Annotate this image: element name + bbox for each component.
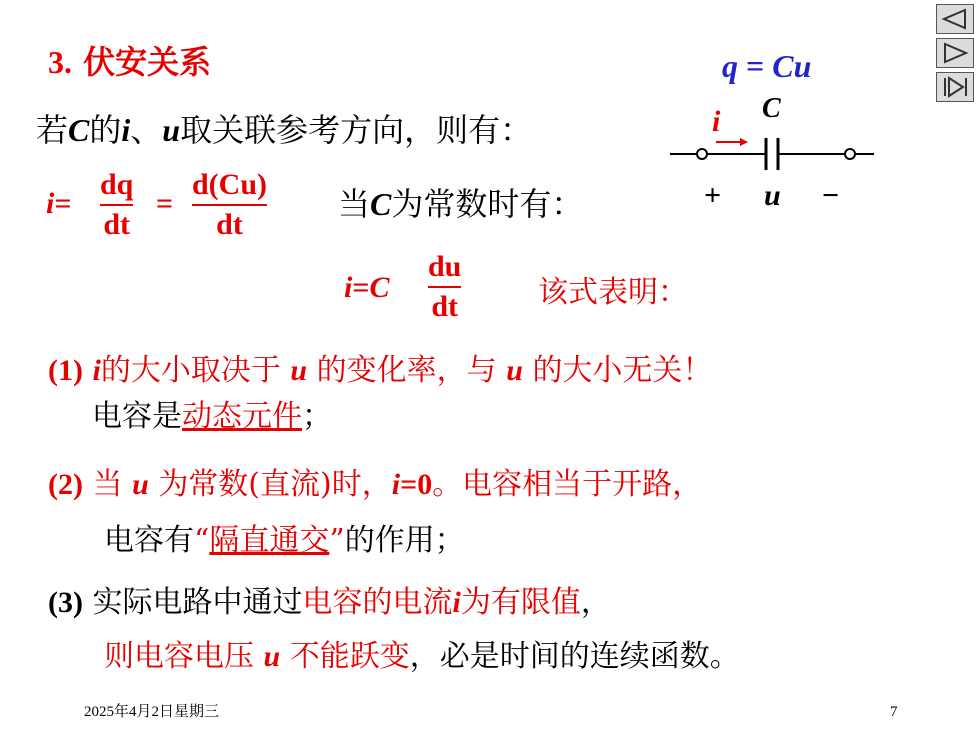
point3-u: u xyxy=(263,640,281,673)
eq2-i: i xyxy=(344,271,353,304)
intro-mid: 的 xyxy=(89,111,122,149)
heading-text: 伏安关系 xyxy=(83,43,212,81)
point3-t1: 实际电路中通过 xyxy=(92,585,303,620)
eq1-lhs xyxy=(46,186,71,222)
eq2-den: dt xyxy=(431,290,459,323)
point1-t3: 的大小无关！ xyxy=(532,353,713,388)
current-label: i xyxy=(712,105,721,138)
capacitor-circuit xyxy=(668,128,878,178)
point1-num: (1) xyxy=(48,354,83,387)
formula-C: C xyxy=(772,48,794,84)
point3-line2-red: 则电容电压 xyxy=(104,639,254,674)
point1-u1: u xyxy=(290,354,308,387)
voltage-label: u xyxy=(764,179,781,212)
minus-sign: − xyxy=(822,179,840,212)
eq1-den2: dt xyxy=(216,208,243,241)
point2-t3: 。电容相当于开路， xyxy=(432,467,703,502)
point2-t2: 为常数(直流)时， xyxy=(158,467,392,502)
end-slide-button[interactable] xyxy=(936,72,974,102)
formula-u: u xyxy=(793,48,812,84)
constant-condition xyxy=(338,184,583,224)
eq2-fraction xyxy=(428,250,461,324)
eq1-fraction-1 xyxy=(100,168,133,242)
point2-line2-pre: 电容有 xyxy=(104,523,194,558)
eq1-num2: d(Cu) xyxy=(192,168,268,201)
eq1-fraction-2 xyxy=(192,168,267,242)
intro-post: 取关联参考方向，则有： xyxy=(180,111,533,149)
point2-line2-post: 的作用； xyxy=(344,523,465,558)
point1-u2: u xyxy=(506,354,523,387)
eq1-num1: dq xyxy=(100,168,134,201)
eq1-equals2: = xyxy=(156,187,174,220)
eq2-lhs xyxy=(344,270,389,306)
eq2-equals: = xyxy=(352,271,370,304)
point1-line2-post: ； xyxy=(302,399,332,434)
const-post: 为常数时有： xyxy=(391,185,584,223)
prev-slide-button[interactable] xyxy=(936,4,974,34)
page-number: 7 xyxy=(890,704,898,720)
formula-eq: = xyxy=(746,48,765,84)
eq1-equals1: = xyxy=(54,187,72,220)
point2-num: (2) xyxy=(48,468,83,501)
point3-line2-red2: 不能跃变 xyxy=(289,639,410,674)
point3-t3: 为有限值 xyxy=(460,585,581,620)
point-1-line2 xyxy=(92,398,332,436)
charge-formula xyxy=(722,46,811,86)
point-3-line2 xyxy=(104,638,740,676)
eq2-num: du xyxy=(428,250,462,283)
point2-u: u xyxy=(132,468,149,501)
intro-u: u xyxy=(162,112,181,148)
prev-icon xyxy=(941,8,969,30)
intro-C: C xyxy=(68,112,90,148)
heading-number: 3. xyxy=(48,44,72,80)
intro-sep: 、 xyxy=(130,111,163,149)
const-C: C xyxy=(370,186,392,222)
formula-q: q xyxy=(722,48,738,84)
point3-num: (3) xyxy=(48,586,83,619)
next-slide-button[interactable] xyxy=(936,38,974,68)
intro-pre: 若 xyxy=(36,111,69,149)
intro-i: i xyxy=(121,112,131,148)
point1-t1: 的大小取决于 xyxy=(100,353,281,388)
point2-zero: 0 xyxy=(417,468,433,501)
footer-date: 2025年4月2日星期三 xyxy=(84,704,220,720)
point-2 xyxy=(48,466,702,504)
eq1-den1: dt xyxy=(103,208,131,241)
section-heading xyxy=(48,42,211,82)
end-icon xyxy=(941,76,969,98)
dynamic-element-link[interactable]: 动态元件 xyxy=(182,399,302,434)
capacitor-label: C xyxy=(762,93,781,124)
point-1 xyxy=(48,352,712,390)
point-2-line2 xyxy=(104,522,465,560)
const-pre: 当 xyxy=(338,185,371,223)
point1-t2: 的变化率，与 xyxy=(316,353,497,388)
point2-i: i xyxy=(391,468,401,501)
point2-quote-close: ” xyxy=(329,523,345,558)
point3-line2-post: ，必是时间的连续函数。 xyxy=(409,639,740,674)
point3-t4: ， xyxy=(580,585,611,620)
point1-i: i xyxy=(92,354,101,387)
shows-text: 该式表明： xyxy=(538,275,688,310)
plus-sign: + xyxy=(704,179,722,212)
eq1-i: i xyxy=(46,187,55,220)
point-3 xyxy=(48,584,611,622)
intro-line xyxy=(36,110,532,150)
point1-line2-pre: 电容是 xyxy=(92,399,182,434)
point3-i: i xyxy=(452,586,461,619)
eq2-C: C xyxy=(369,271,390,304)
point3-t2: 电容的电流 xyxy=(302,585,453,620)
point2-t1: 当 xyxy=(92,467,123,502)
point2-quote-open: “ xyxy=(194,523,210,558)
next-icon xyxy=(941,42,969,64)
block-dc-pass-ac-link[interactable]: 隔直通交 xyxy=(209,523,330,558)
point2-eq: = xyxy=(400,468,418,501)
